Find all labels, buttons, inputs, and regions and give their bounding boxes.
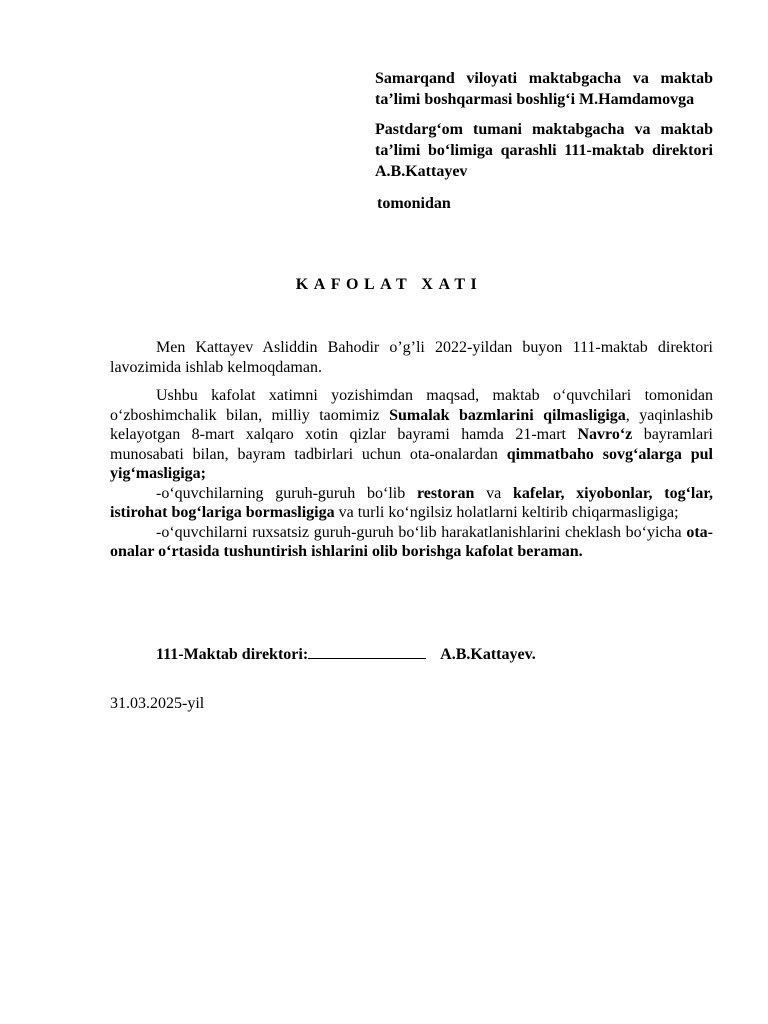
- restaurants-bold-2: kafelar, xiyobonlar, tog‘lar, istirohat bog‘lariga bormasligiga: [110, 484, 713, 521]
- paragraph-guarantee: [110, 523, 713, 562]
- paragraph-intro: Men Kattayev Asliddin Bahodir o’g’li 2022-yildan buyon 111-maktab direktori lavozimida ishlab kelmoqdaman.: [110, 339, 713, 376]
- signature-blank: [308, 657, 426, 659]
- restaurants-text-3: va turli ko‘ngilsiz holatlarni keltirib chiqarmasligiga;: [334, 504, 679, 521]
- document-body: [110, 338, 713, 562]
- signature-label: 111-Maktab direktori:: [156, 646, 309, 663]
- purpose-text-2: , yaqinlashib kelayotgan 8-mart xalqaro xotin qizlar bayrami hamda 21-mart: [110, 406, 714, 443]
- purpose-bold-3: qimmatbaho sovg‘alarga pul yig‘masligiga;: [110, 445, 713, 482]
- purpose-text-1: Ushbu kafolat xatimni yozishimdan maqsad, maktab o‘quvchilari tomonidan o‘zboshimchalik bilan, milliy taomimiz: [110, 387, 713, 424]
- addressee-block: [375, 68, 713, 214]
- restaurants-text-2: va: [474, 484, 514, 502]
- document-title: KAFOLAT XATI: [295, 276, 483, 293]
- signature-line: [156, 646, 536, 664]
- paragraph-restaurants: [110, 484, 713, 523]
- purpose-bold-2: Navro‘z: [577, 426, 633, 443]
- signature-name: A.B.Kattayev.: [440, 646, 536, 663]
- guarantee-bold-1: ota-onalar o‘rtasida tushuntirish ishlarini olib borishga kafolat beraman.: [110, 523, 713, 560]
- guarantee-text-1: -o‘quvchilarni ruxsatsiz guruh-guruh bo‘lib harakatlanishlarini cheklash bo‘yicha: [156, 523, 687, 541]
- purpose-bold-1: Sumalak bazmlarini qilmasligiga: [389, 406, 626, 424]
- restaurants-text-1: -o‘quvchilarning guruh-guruh bo‘lib: [156, 484, 417, 502]
- paragraph-purpose: [110, 386, 713, 484]
- from-word: tomonidan: [377, 195, 451, 212]
- purpose-text-3: bayramlari munosabati bilan, bayram tadbirlari uchun ota-onalardan: [110, 426, 713, 463]
- document-date: 31.03.2025-yil: [110, 695, 205, 712]
- restaurants-bold-1: restoran: [416, 484, 475, 502]
- sender-text: Pastdarg‘om tumani maktabgacha va maktab ta’limi bo‘limiga qarashli 111-maktab direktori A.B.Kattayev: [375, 121, 713, 180]
- recipient-text: Samarqand viloyati maktabgacha va maktab ta’limi boshqarmasi boshlig‘i M.Hamdamovga: [375, 70, 713, 108]
